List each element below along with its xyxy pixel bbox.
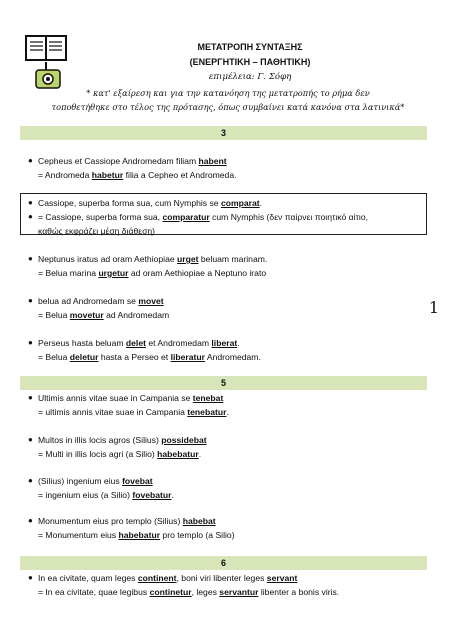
bullet-icon: ● xyxy=(28,516,33,525)
section-header-3: 3 xyxy=(20,126,427,140)
title-line1: ΜΕΤΑΤΡΟΠΗ ΣΥΝΤΑΞΗΣ xyxy=(197,42,303,52)
list-item: ● Ultimis annis vitae suae in Campania se tenebat = ultimis annis vitae suae in Campania tenebatur. xyxy=(28,393,229,417)
bullet-icon: ● xyxy=(28,254,33,263)
list-item: ● Multos in illis locis agros (Silius) possidebat = Multi in illis locis agri (a Silio) habebatur. xyxy=(28,435,207,459)
section-header-5: 5 xyxy=(20,376,427,390)
logo-icon xyxy=(24,32,72,92)
bullet-icon: ● xyxy=(28,476,33,485)
list-item: ● Perseus hasta beluam delet et Andromedam liberat. = Belua deletur hasta a Perseo et liberatur Andromedam. xyxy=(28,338,261,362)
bullet-icon: ● xyxy=(28,296,33,305)
bullet-icon: ● xyxy=(28,573,33,582)
bullet-icon: ● xyxy=(28,156,33,165)
list-item: ● Neptunus iratus ad oram Aethiopiae urget beluam marinam. = Belua marina urgetur ad oram Aethiopiae a Neptuno irato xyxy=(28,254,268,278)
bullet-icon: ● xyxy=(28,338,33,347)
list-item: ● belua ad Andromedam se movet = Belua movetur ad Andromedam xyxy=(28,296,170,320)
section-header-6: 6 xyxy=(20,556,427,570)
bullet-icon: ● xyxy=(28,435,33,444)
page-number: 1 xyxy=(428,298,439,317)
editor-line: επιμέλεια: Γ. Σόφη xyxy=(208,72,292,82)
bullet-icon: ● xyxy=(28,198,33,207)
list-item: ● Cepheus et Cassiope Andromedam filiam habent = Andromeda habetur filia a Cepheo et Andromeda. xyxy=(28,156,237,180)
title-line2: (ΕΝΕΡΓΗΤΙΚΗ – ΠΑΘΗΤΙΚΗ) xyxy=(189,57,311,67)
bullet-icon: ● xyxy=(28,393,33,402)
list-item: ● (Silius) ingenium eius fovebat = ingenium eius (a Silio) fovebatur. xyxy=(28,476,174,500)
note-line2: τοποθετήθηκε στο τέλος της πρότασης, όπως συμβαίνει κατά κανόνα στα λατινικά* xyxy=(51,102,405,112)
note-line1: * κατ' εξαίρεση και για την κατανόηση της μετατροπής το ρήμα δεν xyxy=(86,88,370,98)
list-item: ● = Cassiope, superba forma sua, comparatur cum Nymphis (δεν παίρνει ποιητικό αίτιο, καθώς εκφράζει μέση διάθεση) xyxy=(28,212,368,236)
list-item: ● Cassiope, superba forma sua, cum Nymphis se comparat. xyxy=(28,198,263,208)
bullet-icon: ● xyxy=(28,212,33,221)
list-item: ● Monumentum eius pro templo (Silius) habebat = Monumentum eius habebatur pro templo (a Silio) xyxy=(28,516,235,540)
list-item: ● In ea civitate, quam leges continent, boni viri libenter leges servant = In ea civitate, quae legibus continetur, leges servantur libenter a bonis viris. xyxy=(28,573,340,597)
